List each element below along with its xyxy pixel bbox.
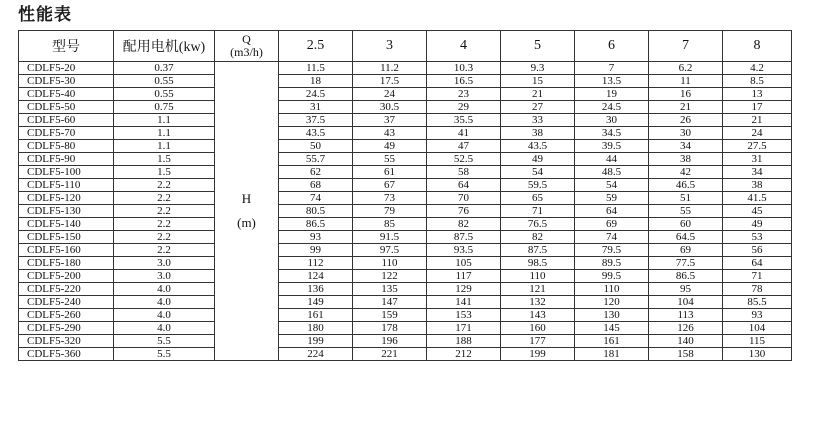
head-value-cell: 17 [723,101,792,114]
head-value-cell: 37 [353,114,427,127]
model-cell: CDLF5-30 [19,75,114,88]
head-value-cell: 98.5 [501,257,575,270]
head-value-cell: 124 [279,270,353,283]
head-value-cell: 56 [723,244,792,257]
head-value-cell: 87.5 [427,231,501,244]
head-value-cell: 87.5 [501,244,575,257]
head-value-cell: 161 [279,309,353,322]
head-value-cell: 21 [723,114,792,127]
head-value-cell: 79 [353,205,427,218]
table-row [19,335,792,348]
flow-column-header [215,31,279,62]
model-cell: CDLF5-40 [19,88,114,101]
head-value-cell: 6.2 [649,62,723,75]
head-value-cell: 65 [501,192,575,205]
head-value-cell: 145 [575,322,649,335]
model-cell: CDLF5-60 [19,114,114,127]
head-value-cell: 120 [575,296,649,309]
head-value-cell: 99 [279,244,353,257]
head-value-cell: 129 [427,283,501,296]
head-value-cell: 160 [501,322,575,335]
table-row [19,296,792,309]
head-value-cell: 86.5 [279,218,353,231]
head-value-cell: 34 [723,166,792,179]
head-value-cell: 93 [279,231,353,244]
head-value-cell: 77.5 [649,257,723,270]
head-value-cell: 18 [279,75,353,88]
head-value-cell: 82 [427,218,501,231]
head-value-cell: 85.5 [723,296,792,309]
motor-power-cell: 2.2 [114,218,215,231]
head-value-cell: 104 [649,296,723,309]
head-value-cell: 67 [353,179,427,192]
table-row [19,75,792,88]
head-value-cell: 64 [723,257,792,270]
head-value-cell: 27.5 [723,140,792,153]
head-value-cell: 47 [427,140,501,153]
table-row [19,166,792,179]
head-value-cell: 143 [501,309,575,322]
model-cell: CDLF5-110 [19,179,114,192]
head-value-cell: 16.5 [427,75,501,88]
performance-table [18,30,792,361]
head-value-cell: 85 [353,218,427,231]
head-value-cell: 78 [723,283,792,296]
head-value-cell: 39.5 [575,140,649,153]
flow-value-header: 5 [501,31,575,62]
head-value-cell: 58 [427,166,501,179]
head-value-cell: 141 [427,296,501,309]
head-value-cell: 30 [575,114,649,127]
head-value-cell: 43.5 [279,127,353,140]
head-value-cell: 76 [427,205,501,218]
head-value-cell: 43.5 [501,140,575,153]
table-row [19,231,792,244]
head-value-cell: 113 [649,309,723,322]
head-value-cell: 110 [575,283,649,296]
motor-power-cell: 4.0 [114,309,215,322]
head-value-cell: 30.5 [353,101,427,114]
model-cell: CDLF5-320 [19,335,114,348]
head-value-cell: 158 [649,348,723,361]
head-value-cell: 21 [501,88,575,101]
motor-power-cell: 3.0 [114,270,215,283]
head-value-cell: 11.5 [279,62,353,75]
head-value-cell: 48.5 [575,166,649,179]
motor-power-cell: 0.55 [114,88,215,101]
head-value-cell: 70 [427,192,501,205]
flow-value-header: 3 [353,31,427,62]
head-value-cell: 26 [649,114,723,127]
head-value-cell: 21 [649,101,723,114]
head-value-cell: 30 [649,127,723,140]
model-cell: CDLF5-50 [19,101,114,114]
motor-power-cell: 0.37 [114,62,215,75]
head-value-cell: 24 [353,88,427,101]
table-row [19,140,792,153]
table-row [19,127,792,140]
head-value-cell: 49 [353,140,427,153]
head-value-cell: 64.5 [649,231,723,244]
table-row [19,322,792,335]
motor-power-cell: 4.0 [114,322,215,335]
head-value-cell: 171 [427,322,501,335]
table-row [19,114,792,127]
head-value-cell: 126 [649,322,723,335]
head-value-cell: 93.5 [427,244,501,257]
head-value-cell: 31 [279,101,353,114]
head-value-cell: 69 [575,218,649,231]
head-value-cell: 10.3 [427,62,501,75]
table-body [19,62,792,361]
head-value-cell: 55.7 [279,153,353,166]
head-value-cell: 46.5 [649,179,723,192]
motor-power-cell: 5.5 [114,348,215,361]
model-cell: CDLF5-260 [19,309,114,322]
head-value-cell: 122 [353,270,427,283]
head-value-cell: 13 [723,88,792,101]
table-row [19,309,792,322]
head-value-cell: 82 [501,231,575,244]
head-value-cell: 41 [427,127,501,140]
motor-power-cell: 1.1 [114,114,215,127]
head-value-cell: 95 [649,283,723,296]
head-value-cell: 8.5 [723,75,792,88]
head-value-cell: 74 [279,192,353,205]
head-value-cell: 64 [575,205,649,218]
head-value-cell: 51 [649,192,723,205]
head-value-cell: 112 [279,257,353,270]
head-value-cell: 130 [723,348,792,361]
head-value-cell: 130 [575,309,649,322]
head-value-cell: 68 [279,179,353,192]
head-value-cell: 24.5 [279,88,353,101]
head-value-cell: 86.5 [649,270,723,283]
head-value-cell: 188 [427,335,501,348]
head-value-cell: 54 [575,179,649,192]
head-value-cell: 49 [501,153,575,166]
table-row [19,218,792,231]
flow-unit: (m3/h) [230,45,263,59]
head-value-cell: 49 [723,218,792,231]
model-cell: CDLF5-100 [19,166,114,179]
model-cell: CDLF5-90 [19,153,114,166]
motor-power-cell: 2.2 [114,231,215,244]
head-value-cell: 19 [575,88,649,101]
table-row [19,192,792,205]
head-value-cell: 69 [649,244,723,257]
motor-power-cell: 0.75 [114,101,215,114]
motor-power-cell: 5.5 [114,335,215,348]
motor-power-cell: 2.2 [114,179,215,192]
head-value-cell: 41.5 [723,192,792,205]
motor-power-cell: 1.5 [114,153,215,166]
head-value-cell: 161 [575,335,649,348]
flow-label: Q [242,32,251,46]
table-row [19,179,792,192]
head-value-cell: 13.5 [575,75,649,88]
head-value-cell: 61 [353,166,427,179]
motor-power-cell: 3.0 [114,257,215,270]
head-value-cell: 53 [723,231,792,244]
table-row [19,283,792,296]
table-row [19,88,792,101]
head-value-cell: 159 [353,309,427,322]
head-value-cell: 79.5 [575,244,649,257]
head-value-cell: 132 [501,296,575,309]
head-value-cell: 16 [649,88,723,101]
head-value-cell: 38 [649,153,723,166]
head-value-cell: 73 [353,192,427,205]
model-cell: CDLF5-130 [19,205,114,218]
head-label: H [241,191,252,206]
head-value-cell: 99.5 [575,270,649,283]
head-value-cell: 24.5 [575,101,649,114]
model-cell: CDLF5-80 [19,140,114,153]
head-value-cell: 52.5 [427,153,501,166]
head-value-cell: 17.5 [353,75,427,88]
table-row [19,244,792,257]
flow-value-header: 7 [649,31,723,62]
page-title: 性能表 [18,5,72,25]
head-value-cell: 55 [353,153,427,166]
head-value-cell: 9.3 [501,62,575,75]
head-value-cell: 7 [575,62,649,75]
head-unit: (m) [237,215,256,230]
motor-power-cell: 1.5 [114,166,215,179]
head-value-cell: 181 [575,348,649,361]
head-value-cell: 110 [353,257,427,270]
head-value-cell: 50 [279,140,353,153]
model-cell: CDLF5-240 [19,296,114,309]
head-value-cell: 147 [353,296,427,309]
flow-value-header: 4 [427,31,501,62]
head-value-cell: 11 [649,75,723,88]
head-value-cell: 24 [723,127,792,140]
model-cell: CDLF5-290 [19,322,114,335]
head-value-cell: 54 [501,166,575,179]
head-value-cell: 115 [723,335,792,348]
model-cell: CDLF5-360 [19,348,114,361]
head-value-cell: 135 [353,283,427,296]
head-value-cell: 212 [427,348,501,361]
model-cell: CDLF5-140 [19,218,114,231]
motor-power-cell: 4.0 [114,296,215,309]
head-value-cell: 153 [427,309,501,322]
head-value-cell: 136 [279,283,353,296]
motor-column-header: 配用电机(kw) [114,31,215,62]
head-value-cell: 37.5 [279,114,353,127]
head-value-cell: 97.5 [353,244,427,257]
head-value-cell: 35.5 [427,114,501,127]
motor-power-cell: 1.1 [114,127,215,140]
head-value-cell: 80.5 [279,205,353,218]
head-value-cell: 76.5 [501,218,575,231]
head-value-cell: 89.5 [575,257,649,270]
head-value-cell: 59.5 [501,179,575,192]
table-row [19,348,792,361]
table-row [19,270,792,283]
table-row [19,257,792,270]
head-value-cell: 71 [501,205,575,218]
head-value-cell: 38 [723,179,792,192]
head-value-cell: 23 [427,88,501,101]
table-row [19,153,792,166]
head-value-cell: 38 [501,127,575,140]
table-row [19,205,792,218]
head-value-cell: 105 [427,257,501,270]
model-cell: CDLF5-200 [19,270,114,283]
head-value-cell: 178 [353,322,427,335]
head-value-cell: 45 [723,205,792,218]
table-row [19,101,792,114]
head-value-cell: 224 [279,348,353,361]
head-label-cell [215,62,279,361]
head-value-cell: 149 [279,296,353,309]
model-cell: CDLF5-120 [19,192,114,205]
head-value-cell: 34.5 [575,127,649,140]
head-value-cell: 43 [353,127,427,140]
motor-power-cell: 2.2 [114,244,215,257]
head-value-cell: 60 [649,218,723,231]
head-value-cell: 93 [723,309,792,322]
head-value-cell: 180 [279,322,353,335]
head-value-cell: 42 [649,166,723,179]
model-column-header: 型号 [19,31,114,62]
head-value-cell: 15 [501,75,575,88]
flow-value-header: 2.5 [279,31,353,62]
head-value-cell: 44 [575,153,649,166]
motor-power-cell: 2.2 [114,205,215,218]
head-value-cell: 34 [649,140,723,153]
head-value-cell: 199 [279,335,353,348]
head-value-cell: 33 [501,114,575,127]
head-value-cell: 31 [723,153,792,166]
head-value-cell: 104 [723,322,792,335]
head-value-cell: 110 [501,270,575,283]
model-cell: CDLF5-160 [19,244,114,257]
head-value-cell: 74 [575,231,649,244]
head-value-cell: 71 [723,270,792,283]
head-value-cell: 4.2 [723,62,792,75]
head-value-cell: 199 [501,348,575,361]
head-value-cell: 177 [501,335,575,348]
header-row [19,31,792,62]
table-row [19,62,792,75]
flow-value-header: 8 [723,31,792,62]
flow-value-header: 6 [575,31,649,62]
head-value-cell: 55 [649,205,723,218]
model-cell: CDLF5-150 [19,231,114,244]
head-value-cell: 91.5 [353,231,427,244]
model-cell: CDLF5-20 [19,62,114,75]
head-value-cell: 196 [353,335,427,348]
motor-power-cell: 0.55 [114,75,215,88]
model-cell: CDLF5-180 [19,257,114,270]
head-value-cell: 121 [501,283,575,296]
head-value-cell: 29 [427,101,501,114]
head-value-cell: 140 [649,335,723,348]
model-cell: CDLF5-220 [19,283,114,296]
head-value-cell: 117 [427,270,501,283]
motor-power-cell: 4.0 [114,283,215,296]
head-value-cell: 64 [427,179,501,192]
motor-power-cell: 2.2 [114,192,215,205]
head-value-cell: 59 [575,192,649,205]
head-value-cell: 27 [501,101,575,114]
model-cell: CDLF5-70 [19,127,114,140]
head-value-cell: 11.2 [353,62,427,75]
head-value-cell: 62 [279,166,353,179]
head-value-cell: 221 [353,348,427,361]
motor-power-cell: 1.1 [114,140,215,153]
